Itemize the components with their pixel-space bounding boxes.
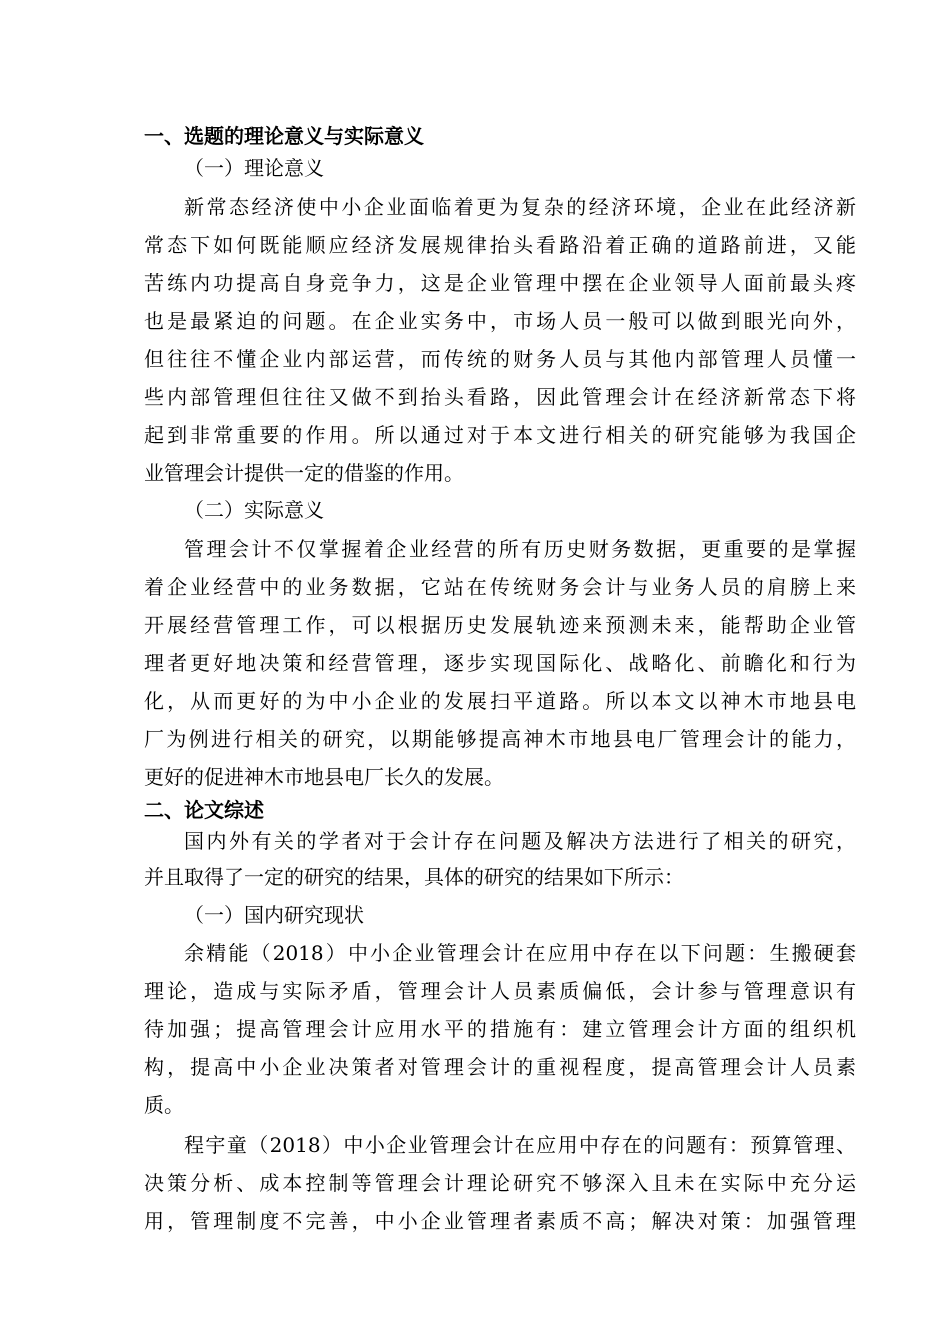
paragraph-review-intro — [144, 824, 856, 896]
text-line: 开展经营管理工作，可以根据历史发展轨迹来预测未来，能帮助企业管 — [144, 613, 856, 637]
text-line: 些内部管理但往往又做不到抬头看路，因此管理会计在经济新常态下将 — [144, 385, 856, 409]
text-line: 新常态经济使中小企业面临着更为复杂的经济环境，企业在此经济新 — [184, 195, 856, 219]
paragraph-practical — [144, 530, 856, 796]
text-line: 决策分析、成本控制等管理会计理论研究不够深入且未在实际中充分运 — [144, 1171, 856, 1195]
subheading-practical: （二）实际意义 — [184, 498, 324, 522]
paragraph-domestic-2 — [144, 1126, 856, 1240]
text-line: 理论，造成与实际矛盾，管理会计人员素质偏低，会计参与管理意识有 — [144, 979, 856, 1003]
text-line: 常态下如何既能顺应经济发展规律抬头看路沿着正确的道路前进，又能 — [144, 233, 856, 257]
text-line: 并且取得了一定的研究的结果，具体的研究的结果如下所示： — [144, 865, 684, 889]
text-line: 业管理会计提供一定的借鉴的作用。 — [144, 461, 464, 485]
paragraph-domestic-1 — [144, 934, 856, 1124]
text-line: 化，从而更好的为中小企业的发展扫平道路。所以本文以神木市地县电 — [144, 689, 856, 713]
text-line: 但往往不懂企业内部运营，而传统的财务人员与其他内部管理人员懂一 — [144, 347, 856, 371]
text-line: 待加强；提高管理会计应用水平的措施有：建立管理会计方面的组织机 — [144, 1017, 856, 1041]
text-line: 构，提高中小企业决策者对管理会计的重视程度，提高管理会计人员素 — [144, 1055, 856, 1079]
text-line: 国内外有关的学者对于会计存在问题及解决方法进行了相关的研究， — [184, 829, 856, 853]
text-line: 起到非常重要的作用。所以通过对于本文进行相关的研究能够为我国企 — [144, 423, 856, 447]
section-heading-review: 二、论文综述 — [144, 798, 264, 822]
text-line: 也是最紧迫的问题。在企业实务中，市场人员一般可以做到眼光向外， — [144, 309, 856, 333]
document-body — [144, 120, 856, 1240]
text-line: 余精能（2018）中小企业管理会计在应用中存在以下问题：生搬硬套 — [184, 941, 856, 965]
section-heading-significance: 一、选题的理论意义与实际意义 — [144, 124, 424, 148]
text-line: 用，管理制度不完善，中小企业管理者素质不高；解决对策：加强管理 — [144, 1209, 856, 1233]
text-line: 厂为例进行相关的研究，以期能够提高神木市地县电厂管理会计的能力， — [144, 727, 856, 751]
text-line: 理者更好地决策和经营管理，逐步实现国际化、战略化、前瞻化和行为 — [144, 651, 856, 675]
text-line: 苦练内功提高自身竞争力，这是企业管理中摆在企业领导人面前最头疼 — [144, 271, 856, 295]
text-line: 质。 — [144, 1093, 184, 1117]
subheading-theoretical: （一）理论意义 — [184, 156, 324, 180]
text-line: 程宇童（2018）中小企业管理会计在应用中存在的问题有：预算管理、 — [184, 1133, 856, 1157]
text-line: 管理会计不仅掌握着企业经营的所有历史财务数据，更重要的是掌握 — [184, 537, 856, 561]
text-line: 着企业经营中的业务数据，它站在传统财务会计与业务人员的肩膀上来 — [144, 575, 856, 599]
subheading-domestic: （一）国内研究现状 — [184, 903, 364, 927]
paragraph-theoretical — [144, 188, 856, 492]
text-line: 更好的促进神木市地县电厂长久的发展。 — [144, 765, 504, 789]
